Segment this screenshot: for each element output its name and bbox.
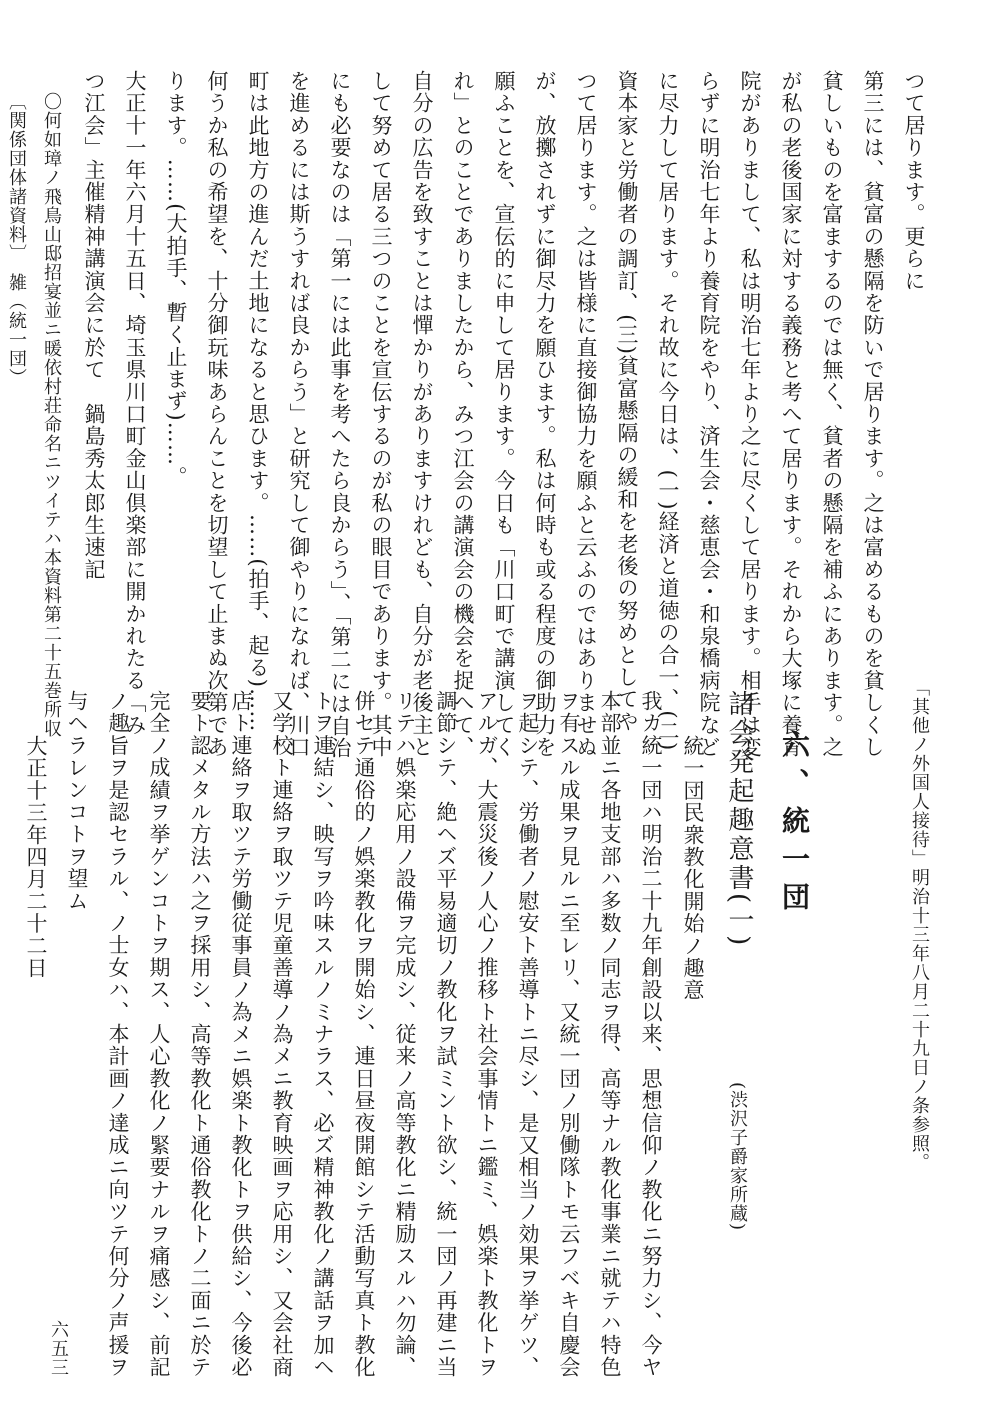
body-line: ヲ起シテ、労働者ノ慰安ト善導トニ尽シ、是又相当ノ効果ヲ挙ゲツ、 <box>516 690 540 1379</box>
body-line: が私の老後国家に対する義務と考へて居ります。それから大塚に養育 <box>779 70 803 759</box>
body-line: 自分の広告を致すことは憚かりがありますけれども、自分が老後主と <box>410 70 434 759</box>
body-line: 又学校ト連絡ヲ取ツテ児童善導ノ為メニ教育映画ヲ応用シ、又会社商 <box>270 690 294 1379</box>
body-line: 与ヘラレンコトヲ望ム <box>65 690 89 912</box>
doc-source: (渋沢子爵家所蔵) <box>727 1082 748 1232</box>
body-line: 併セテ通俗的ノ娯楽教化ヲ開始シ、連日昼夜開館シテ活動写真ト教化 <box>352 690 376 1379</box>
body-line: にも必要なのは「第一には此事を考へたら良からう」、「第二には自治 <box>328 70 352 760</box>
body-line: らずに明治七年より養育院をやり、済生会・慈恵会・和泉橋病院など <box>697 70 721 759</box>
body-line: 資本家と労働者の調訂、(三)貧富懸隔の緩和を老後の努めとしてや <box>615 70 639 733</box>
section-heading: 六、統一団 <box>778 730 811 920</box>
body-line: ノ趣旨ヲ是認セラル、ノ士女ハ、本計画ノ達成ニ向ツテ何分ノ声援ヲ <box>106 690 130 1379</box>
note-line: 〇何如璋ノ飛鳥山邸招宴並ニ暖依村荘命名ニツイテハ本資料第二十五巻所収 <box>41 92 62 738</box>
body-line: 完全ノ成績ヲ挙ゲンコトヲ期ス、人心教化ノ緊要ナルヲ痛感シ、前記 <box>147 690 171 1379</box>
body-line: が、放擲されずに御尽力を願ひます。私は何時も或る程度の御助力を <box>533 70 557 759</box>
body-line: 町は此地方の進んだ土地になると思ひます。……(拍手、起る)…… <box>246 70 270 733</box>
body-line: して努めて居る三つのことを宣伝するのが私の眼目であります。其中 <box>369 70 393 759</box>
running-head: 〔関係団体諸資料〕 雑（統一団） <box>6 92 27 387</box>
body-line: 大正十一年六月十五日、埼玉県川口町金山倶楽部に開かれたる「み <box>123 70 147 736</box>
body-line: に尽力して居ります。それ故に今日は、(一)経済と道徳の合一、(二) <box>656 70 680 752</box>
body-line: ヲ有スル成果ヲ見ルニ至レリ、又統一団ノ別働隊トモ云フベキ自慶会 <box>557 690 581 1379</box>
body-line: リテハ娯楽応用ノ設備ヲ完成シ、従来ノ高等教化ニ精励スルハ勿論、 <box>393 690 417 1379</box>
body-line: 貧しいものを富まするのでは無く、貧者の懸隔を補ふにあります。之 <box>820 70 844 759</box>
body-line: 調節シテ、絶ヘズ平易適切ノ教化ヲ試ミント欲シ、統一団ノ再建ニ当 <box>434 690 458 1379</box>
body-line: 院がありまして、私は明治七年より之に尽くして居ります。相手は変 <box>738 70 762 759</box>
body-line: ります。……(大拍手、暫く止まず)……。 <box>164 70 188 489</box>
body-line: 店ト連絡ヲ取ツテ労働従事員ノ為メニ娯楽ト教化トヲ供給シ、今後必 <box>229 690 253 1379</box>
doc-subtitle: 統一団民衆教化開始ノ趣意 <box>681 735 705 1002</box>
body-line: つ江会」主催精神講演会に於て 鍋島秀太郎生速記 <box>82 70 106 581</box>
body-line: 我カ統一団ハ明治二十九年創設以来、思想信仰ノ教化ニ努力シ、今ヤ <box>639 690 663 1379</box>
body-line: 願ふことを、宣伝的に申して居ります。今日も「川口町で講演してく <box>492 70 516 759</box>
body-line: つて居ります。之は皆様に直接御協力を願ふと云ふのではありませぬ <box>574 70 598 759</box>
body-line: 何うか私の希望を、十分御玩味あらんことを切望して止まぬ次第であ <box>205 70 229 759</box>
body-line: 要ト認メタル方法ハ之ヲ採用シ、高等教化ト通俗教化トノ二面ニ於テ <box>188 690 212 1379</box>
body-line: 第三には、貧富の懸隔を防いで居ります。之は富めるものを貧しくし <box>861 70 885 759</box>
date-line: 大正十三年四月二十二日 <box>24 735 48 980</box>
body-line: を進めるには斯うすれば良からう」と研究して御やりになれば、川口 <box>287 70 311 759</box>
body-line: アルガ、大震災後ノ人心ノ推移ト社会事情トニ鑑ミ、娯楽ト教化トヲ <box>475 690 499 1379</box>
doc-title: 諸会発起趣意書(一) <box>724 690 754 949</box>
body-line: れ」とのことでありましたから、みつ江会の講演会の機会を捉へて、 <box>451 70 475 759</box>
body-line: トヲ連結シ、映写ヲ吟味スルノミナラス、必ズ精神教化ノ講話ヲ加ヘ <box>311 690 335 1379</box>
note-line: 「其他ノ外国人接待」明治十三年八月二十九日ノ条参照。 <box>909 678 930 1172</box>
body-line: つて居ります。更らに <box>902 70 926 292</box>
body-line: 本部並ニ各地支部ハ多数ノ同志ヲ得、高等ナル教化事業ニ就テハ特色 <box>598 690 622 1379</box>
page-number: 六五三 <box>48 1320 69 1377</box>
